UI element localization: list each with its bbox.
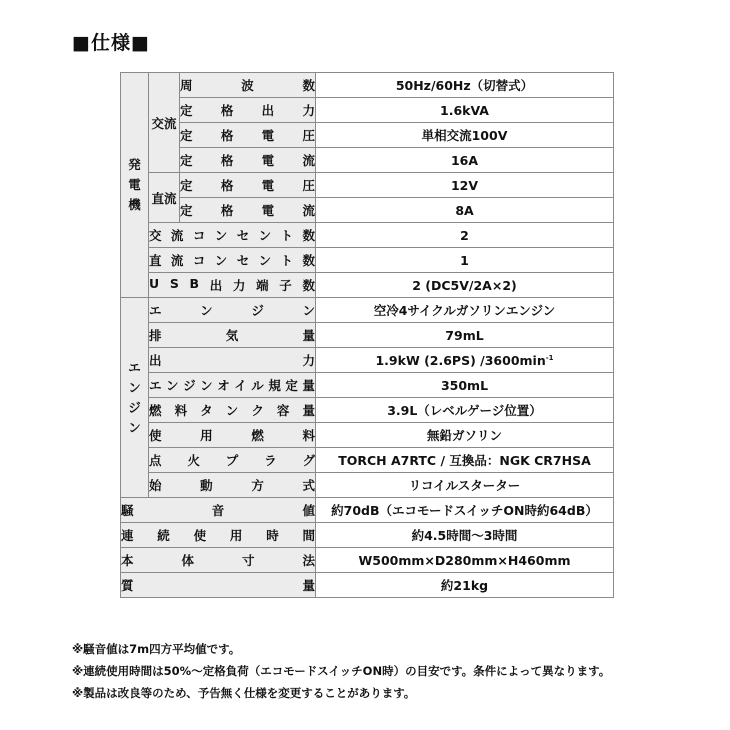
label-text: 連 続 使 用 時 間 [121, 528, 315, 543]
row-label [149, 323, 316, 348]
row-label [180, 123, 316, 148]
row-value: 単相交流100V [316, 123, 614, 148]
label-text: 定 格 電 圧 [180, 178, 315, 193]
table-row [121, 173, 614, 198]
table-row [121, 548, 614, 573]
sub-dc: 直流 [149, 173, 180, 223]
row-label [149, 273, 316, 298]
row-label [149, 248, 316, 273]
label-text: 出 力 [149, 353, 315, 368]
table-row [121, 273, 614, 298]
label-text: エ ン ジ ン [149, 303, 315, 318]
label-text: 点 火 プ ラ グ [149, 453, 315, 468]
row-value: 1 [316, 248, 614, 273]
row-label [121, 523, 316, 548]
row-label [180, 173, 316, 198]
table-row [121, 473, 614, 498]
row-value: 350mL [316, 373, 614, 398]
label-text: 定 格 電 流 [180, 203, 315, 218]
table-row [121, 373, 614, 398]
label-text: 直 流 コ ン セ ン ト 数 [149, 253, 315, 268]
group-engine: エンジン [121, 298, 149, 498]
note-noise: ※騒音値は7m四方平均値です。 [72, 642, 241, 656]
row-value: 1.6kVA [316, 98, 614, 123]
table-row [121, 348, 614, 373]
row-value: 2 (DC5V/2A×2) [316, 273, 614, 298]
label-text: 周 波 数 [180, 78, 315, 93]
notes [72, 638, 610, 704]
row-value: 79mL [316, 323, 614, 348]
label-text: 始 動 方 式 [149, 478, 315, 493]
row-value: 約70dB（エコモードスイッチON時約64dB） [316, 498, 614, 523]
row-value: 12V [316, 173, 614, 198]
row-value: 8A [316, 198, 614, 223]
label-text: エ ン ジ ン オ イ ル 規 定 量 [149, 378, 315, 393]
table-row [121, 498, 614, 523]
label-text: 定 格 出 力 [180, 103, 315, 118]
row-label [149, 223, 316, 248]
note-change: ※製品は改良等のため、予告無く仕様を変更することがあります。 [72, 686, 416, 700]
table-row [121, 573, 614, 598]
table-row [121, 123, 614, 148]
row-label [121, 498, 316, 523]
row-value: TORCH A7RTC / 互換品：NGK CR7HSA [316, 448, 614, 473]
table-row [121, 73, 614, 98]
row-value: 16A [316, 148, 614, 173]
label-text: 使 用 燃 料 [149, 428, 315, 443]
row-value: 2 [316, 223, 614, 248]
spec-table [120, 72, 614, 598]
table-row [121, 523, 614, 548]
row-value: リコイルスターター [316, 473, 614, 498]
table-row [121, 223, 614, 248]
label-text: 燃 料 タ ン ク 容 量 [149, 403, 315, 418]
note-runtime: ※連続使用時間は50%〜定格負荷（エコモードスイッチON時）の目安です。条件によって異なります。 [72, 664, 611, 678]
group-generator: 発電機 [121, 73, 149, 298]
label-text: 定 格 電 圧 [180, 128, 315, 143]
label-text: 排 気 量 [149, 328, 315, 343]
table-row [121, 148, 614, 173]
label-text: U S B 出 力 端 子 数 [149, 276, 315, 293]
table-row [121, 248, 614, 273]
row-label [121, 548, 316, 573]
row-value: 約4.5時間〜3時間 [316, 523, 614, 548]
row-value: 3.9L（レベルゲージ位置） [316, 398, 614, 423]
table-row [121, 423, 614, 448]
row-label [180, 198, 316, 223]
table-row [121, 398, 614, 423]
table-row [121, 323, 614, 348]
label-text: 交 流 コ ン セ ン ト 数 [149, 228, 315, 243]
row-value [316, 348, 614, 373]
row-label [149, 423, 316, 448]
row-label [180, 148, 316, 173]
row-value: 無鉛ガソリン [316, 423, 614, 448]
row-label [149, 448, 316, 473]
table-row [121, 298, 614, 323]
row-label [149, 373, 316, 398]
row-value: 約21kg [316, 573, 614, 598]
label-text: 本 体 寸 法 [121, 553, 315, 568]
row-label [149, 398, 316, 423]
label-text: 定 格 電 流 [180, 153, 315, 168]
table-row [121, 198, 614, 223]
row-value: 50Hz/60Hz（切替式） [316, 73, 614, 98]
label-text: 騒 音 値 [121, 503, 315, 518]
sub-ac: 交流 [149, 73, 180, 173]
row-label [121, 573, 316, 598]
label-text: 質 量 [121, 578, 315, 593]
row-label [149, 298, 316, 323]
row-label [149, 348, 316, 373]
table-row [121, 448, 614, 473]
row-value: W500mm×D280mm×H460mm [316, 548, 614, 573]
row-value: 空冷4サイクルガソリンエンジン [316, 298, 614, 323]
page-title: ■仕様■ [72, 32, 150, 54]
row-label [180, 98, 316, 123]
table-row [121, 98, 614, 123]
power-value-exponent: -1 [545, 353, 554, 362]
row-label [180, 73, 316, 98]
row-label [149, 473, 316, 498]
power-value: 1.9kW (2.6PS) /3600min [375, 352, 546, 368]
